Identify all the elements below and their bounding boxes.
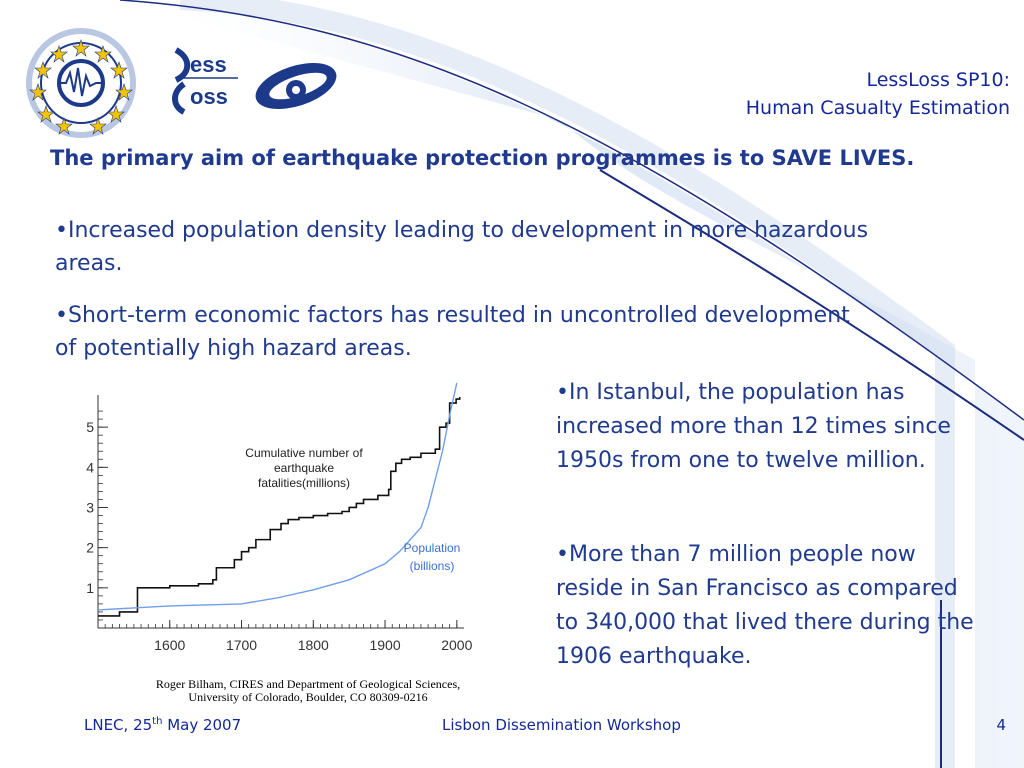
y-tick-label-2: 2 bbox=[86, 539, 94, 556]
logo-text-bottom: oss bbox=[190, 84, 228, 109]
bullet-san-francisco: •More than 7 million people now reside in San Francisco as compared to 340,000 that lived there during the 1906 earthquake. bbox=[556, 542, 974, 669]
footer-event: Lisbon Dissemination Workshop bbox=[442, 716, 681, 734]
chart-series bbox=[98, 383, 460, 616]
x-tick-label-1700: 1700 bbox=[225, 637, 258, 653]
bullet-economic-factors: •Short-term economic factors has resulted in uncontrolled development of potentially high hazard areas. bbox=[55, 303, 850, 361]
x-tick-label-1600: 1600 bbox=[154, 637, 186, 653]
lessloss-logo-emblem bbox=[6, 28, 346, 143]
bullet-istanbul: •In Istanbul, the population has increased more than 12 times since 1950s from one to twelve million. bbox=[556, 380, 951, 473]
figure-caption-line1: Roger Bilham, CIRES and Department of Geological Sciences, bbox=[155, 677, 461, 691]
series-line-1 bbox=[98, 383, 457, 610]
lessloss-logo bbox=[6, 28, 346, 143]
figure-caption bbox=[128, 678, 488, 704]
slide-title-line1: LessLoss SP10: bbox=[866, 69, 1010, 91]
chart-svg bbox=[74, 380, 494, 680]
population-label-line: (billions) bbox=[409, 559, 455, 573]
y-tick-label-4: 4 bbox=[86, 459, 94, 476]
logo-text-top: ess bbox=[190, 52, 227, 77]
x-tick-label-2000: 2000 bbox=[441, 637, 473, 653]
slide-number: 4 bbox=[996, 716, 1006, 734]
fp6-logo-icon bbox=[250, 54, 342, 118]
chart-axes bbox=[98, 395, 464, 628]
figure-caption-line2: University of Colorado, Boulder, CO 80309-0216 bbox=[188, 690, 428, 704]
series-line-0 bbox=[98, 397, 460, 616]
chart-labels bbox=[86, 419, 472, 653]
y-tick-label-5: 5 bbox=[86, 419, 94, 436]
bullet-population-density: •Increased population density leading to development in more hazardous areas. bbox=[55, 218, 869, 276]
footer-date-prefix: LNEC, 25 bbox=[84, 716, 153, 734]
x-tick-label-1800: 1800 bbox=[297, 637, 329, 653]
fatalities-population-chart bbox=[74, 380, 494, 705]
footer-date bbox=[84, 716, 241, 734]
x-tick-label-1900: 1900 bbox=[369, 637, 401, 653]
slide-title bbox=[746, 66, 1010, 122]
logo-bracket-bottom-icon bbox=[175, 84, 184, 112]
population-label-line: Population bbox=[403, 541, 461, 555]
fatalities-label-line: Cumulative number of bbox=[245, 446, 363, 460]
slide-title-line2: Human Casualty Estimation bbox=[745, 97, 1010, 119]
footer-date-sup: th bbox=[152, 716, 163, 727]
aim-heading: The primary aim of earthquake protection programmes is to SAVE LIVES. bbox=[50, 146, 915, 170]
y-tick-label-3: 3 bbox=[86, 499, 94, 516]
fatalities-label-line: fatalities(millions) bbox=[257, 476, 351, 490]
fatalities-label-line: earthquake bbox=[273, 461, 335, 475]
y-tick-label-1: 1 bbox=[86, 579, 94, 596]
footer-date-suffix: May 2007 bbox=[162, 716, 242, 734]
logo-bracket-top-icon bbox=[176, 50, 187, 80]
